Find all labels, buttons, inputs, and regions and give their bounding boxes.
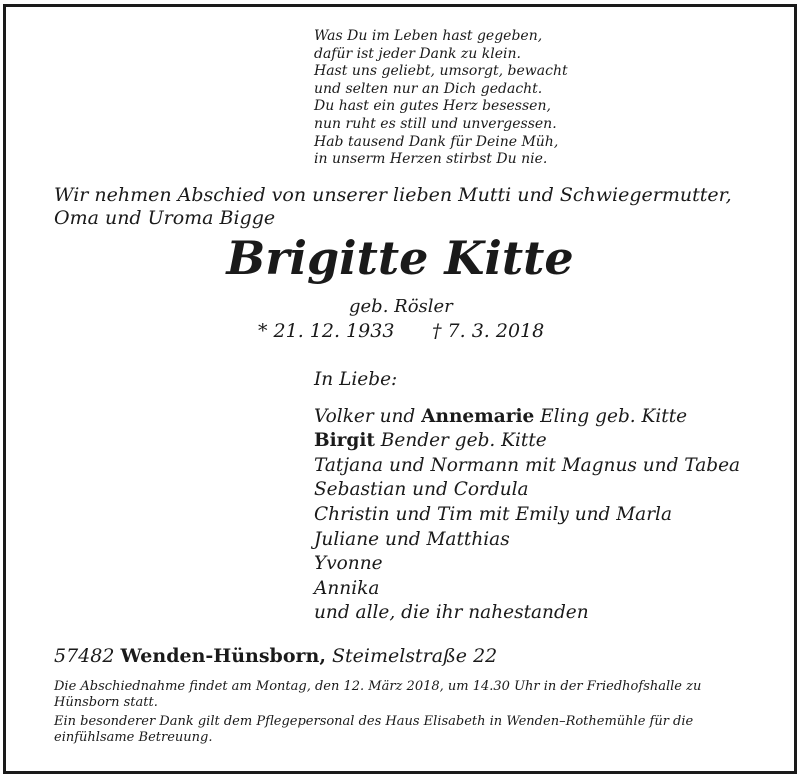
family-highlight-name: Annemarie	[421, 405, 535, 427]
poem-line: und selten nur an Dich gedacht.	[314, 80, 543, 97]
family-text: Volker und	[314, 405, 422, 427]
notes	[54, 679, 754, 749]
family-member: Christin und Tim mit Emily und Marla	[314, 503, 673, 525]
address-town: Wenden-Hünsborn,	[120, 645, 326, 667]
death-date: † 7. 3. 2018	[432, 320, 545, 342]
poem-line: dafür ist jeder Dank zu klein.	[314, 45, 521, 62]
deceased-name: Brigitte Kitte	[226, 231, 574, 285]
family-list	[314, 368, 740, 626]
poem-line: Was Du im Leben hast gegeben,	[314, 28, 543, 44]
family-heading: In Liebe:	[314, 369, 398, 390]
family-text: Bender geb. Kitte	[374, 430, 547, 452]
poem-line: nun ruht es still und unvergessen.	[314, 115, 557, 132]
poem-line: Du hast ein gutes Herz besessen,	[314, 98, 551, 115]
address-street: Steimelstraße 22	[331, 645, 498, 667]
family-member: Tatjana und Normann mit Magnus und Tabea	[314, 454, 741, 476]
family-member	[314, 429, 740, 454]
poem-line: Hab tausend Dank für Deine Müh,	[314, 133, 559, 150]
family-member: Annika	[314, 577, 380, 599]
address	[54, 645, 497, 667]
family-text: Eling geb. Kitte	[534, 405, 688, 427]
thanks-note: Ein besonderer Dank gilt dem Pflegepersonal des Haus Elisabeth in Wenden–Rothemühle für die einfühlsame Betreuung.	[54, 714, 694, 745]
spacer	[314, 393, 740, 405]
poem	[314, 28, 568, 169]
family-member: Yvonne	[314, 553, 383, 575]
poem-line: in unserm Herzen stirbst Du nie.	[314, 151, 548, 168]
family-member: Juliane und Matthias	[314, 528, 510, 550]
address-zip: 57482	[54, 645, 115, 667]
family-highlight-name: Birgit	[314, 430, 375, 452]
family-member: und alle, die ihr nahestanden	[314, 602, 589, 624]
family-member: Sebastian und Cordula	[314, 479, 529, 501]
intro-text: Wir nehmen Abschied von unserer lieben Mutti und Schwiegermutter, Oma und Uroma Bigge	[54, 184, 732, 229]
farewell-note: Die Abschiednahme findet am Montag, den 12. März 2018, um 14.30 Uhr in der Friedhofshalle zu Hünsborn statt.	[54, 679, 702, 710]
birth-date: * 21. 12. 1933	[258, 320, 395, 342]
birth-name: geb. Rösler	[349, 296, 453, 317]
family-member	[314, 405, 740, 430]
poem-line: Hast uns geliebt, umsorgt, bewacht	[314, 63, 568, 80]
